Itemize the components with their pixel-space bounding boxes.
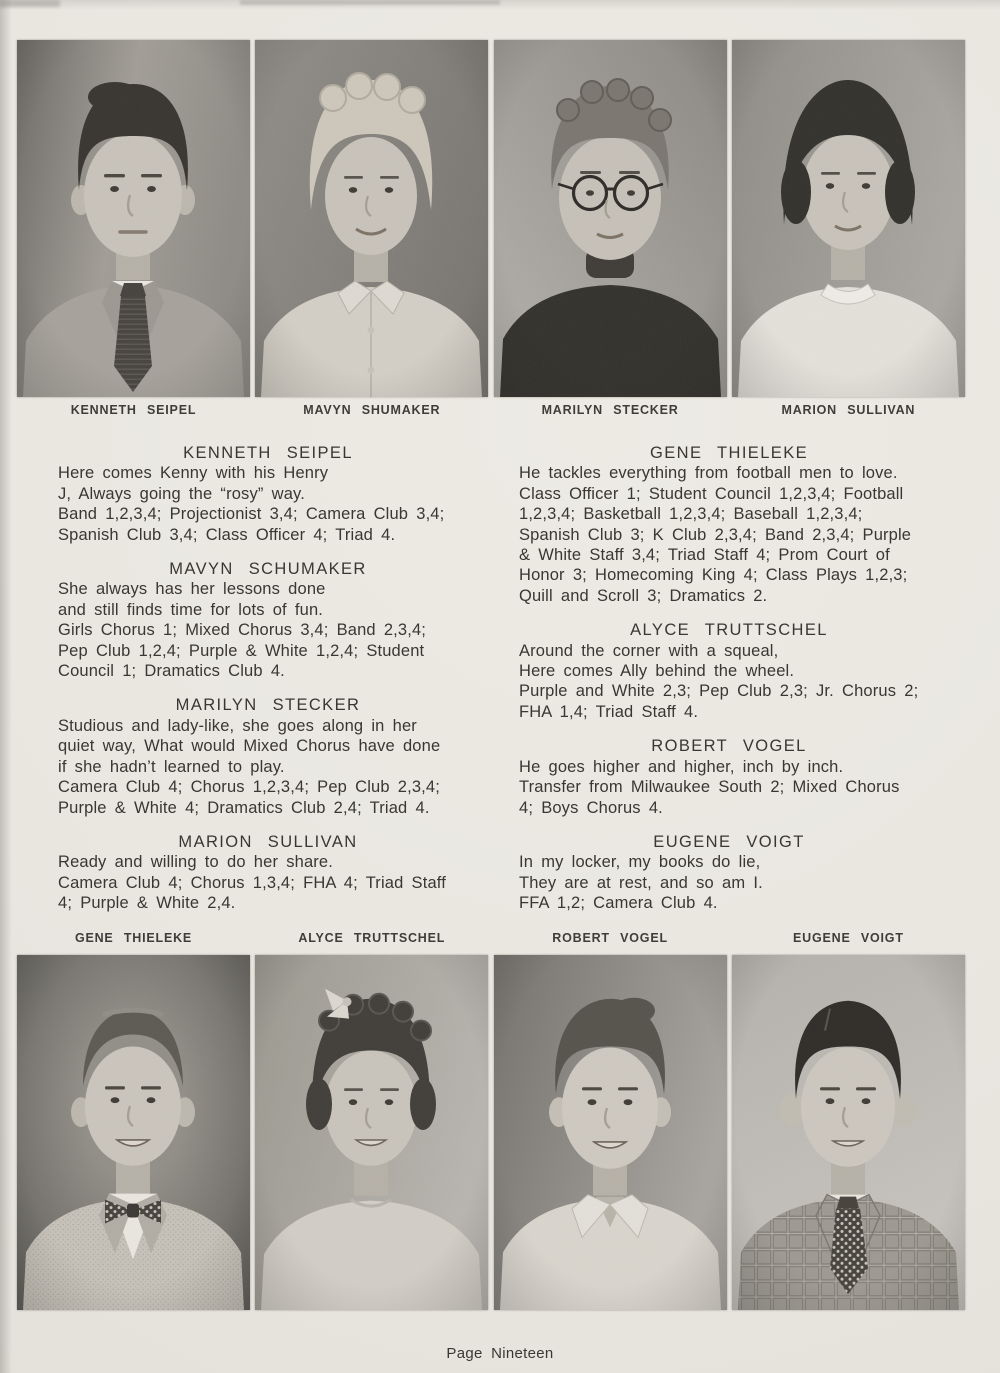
bio-line: & White Staff 3,4; Triad Staff 4; Prom Court of [519, 546, 890, 565]
page-edge-shading [0, 0, 12, 1373]
bio-line: FFA 1,2; Camera Club 4. [519, 894, 718, 913]
portrait-photo-mavyn-shumaker [255, 40, 488, 397]
bio-line: J, Always going the “rosy” way. [58, 484, 305, 503]
top-photo-row [17, 40, 965, 397]
bio-line: Quill and Scroll 3; Dramatics 2. [519, 586, 768, 605]
bio-column-left [58, 443, 478, 928]
bio-line: Honor 3; Homecoming King 4; Class Plays 1,2,3; [519, 566, 908, 585]
bio-heading: MARION SULLIVAN [178, 832, 358, 851]
bio-mavyn-schumaker [58, 559, 478, 681]
bio-line: Transfer from Milwaukee South 2; Mixed Chorus [519, 778, 900, 797]
bio-robert-vogel [519, 736, 939, 818]
scan-artifact [240, 0, 500, 5]
bio-line: Class Officer 1; Student Council 1,2,3,4; Football [519, 484, 904, 503]
photo-caption-eugene-voigt: EUGENE VOIGT [793, 931, 904, 945]
bottom-caption-row [17, 931, 965, 945]
portrait-photo-eugene-voigt [732, 955, 965, 1310]
bio-line: FHA 1,4; Triad Staff 4. [519, 702, 699, 721]
portrait-photo-kenneth-seipel [17, 40, 250, 397]
portrait-art-marilyn-stecker [494, 40, 727, 397]
photo-caption-gene-thieleke: GENE THIELEKE [74, 931, 193, 945]
bio-marilyn-stecker [58, 695, 478, 817]
bio-heading: MAVYN SCHUMAKER [169, 560, 367, 579]
bio-line: Spanish Club 3,4; Class Officer 4; Triad 4. [58, 525, 396, 544]
portrait-art-robert-vogel [494, 955, 727, 1310]
bio-line: Here comes Ally behind the wheel. [519, 662, 795, 681]
top-caption-row [17, 403, 965, 417]
bio-line: Here comes Kenny with his Henry [58, 464, 329, 483]
bio-line: They are at rest, and so am I. [519, 873, 763, 892]
bio-line: quiet way, What would Mixed Chorus have done [58, 737, 441, 756]
portrait-photo-marion-sullivan [732, 40, 965, 397]
bio-line: In my locker, my books do lie, [519, 853, 761, 872]
photo-caption-robert-vogel: ROBERT VOGEL [552, 931, 668, 945]
bio-line: and still finds time for lots of fun. [58, 600, 324, 619]
bio-line: 4; Purple & White 2,4. [58, 894, 236, 913]
bio-line: Camera Club 4; Chorus 1,3,4; FHA 4; Triad Staff [58, 873, 446, 892]
scan-artifact [0, 0, 60, 7]
bio-heading: ROBERT VOGEL [651, 737, 807, 756]
bio-heading: EUGENE VOIGT [653, 832, 805, 851]
portrait-art-eugene-voigt [732, 955, 965, 1310]
bio-line: Council 1; Dramatics Club 4. [58, 662, 285, 681]
bio-line: Camera Club 4; Chorus 1,2,3,4; Pep Club 2,3,4; [58, 778, 440, 797]
portrait-art-marion-sullivan [732, 40, 965, 397]
bio-line: She always has her lessons done [58, 580, 326, 599]
bio-line: Around the corner with a squeal, [519, 641, 779, 660]
bio-line: Studious and lady-like, she goes along in her [58, 716, 417, 735]
photo-caption-marilyn-stecker: MARILYN STECKER [541, 403, 679, 417]
bio-marion-sullivan [58, 832, 478, 914]
bio-line: Band 1,2,3,4; Projectionist 3,4; Camera Club 3,4; [58, 505, 445, 524]
page-number: Page Nineteen [446, 1345, 554, 1362]
photo-caption-kenneth-seipel: KENNETH SEIPEL [70, 403, 197, 417]
portrait-photo-robert-vogel [494, 955, 727, 1310]
bio-line: He goes higher and higher, inch by inch. [519, 757, 844, 776]
photo-caption-mavyn-shumaker: MAVYN SHUMAKER [303, 403, 441, 417]
portrait-photo-gene-thieleke [17, 955, 250, 1310]
bio-line: Purple and White 2,3; Pep Club 2,3; Jr. Chorus 2; [519, 682, 919, 701]
bio-heading: GENE THIELEKE [649, 444, 809, 462]
portrait-photo-alyce-truttschel [255, 955, 488, 1310]
bio-line: Purple & White 4; Dramatics Club 2,4; Triad 4. [58, 798, 430, 817]
bio-column-right [519, 443, 939, 928]
portrait-art-kenneth-seipel [17, 40, 250, 397]
bottom-photo-row [17, 955, 965, 1310]
bio-line: Girls Chorus 1; Mixed Chorus 3,4; Band 2,3,4; [58, 621, 427, 640]
photo-caption-marion-sullivan: MARION SULLIVAN [781, 403, 916, 417]
portrait-art-alyce-truttschel [255, 955, 488, 1310]
page-top-shading [0, 0, 1000, 10]
bio-heading: ALYCE TRUTTSCHEL [630, 621, 828, 640]
photo-caption-alyce-truttschel: ALYCE TRUTTSCHEL [298, 931, 446, 945]
bio-line: He tackles everything from football men to love. [519, 464, 898, 483]
bio-line: Pep Club 1,2,4; Purple & White 1,2,4; Student [58, 641, 425, 660]
bio-kenneth-seipel [58, 443, 478, 545]
portrait-art-gene-thieleke [17, 955, 250, 1310]
bio-line: 1,2,3,4; Basketball 1,2,3,4; Baseball 1,2,3,4; [519, 505, 863, 524]
portrait-photo-marilyn-stecker [494, 40, 727, 397]
bio-heading: MARILYN STECKER [175, 696, 361, 715]
bio-line: Ready and willing to do her share. [58, 853, 333, 872]
bio-eugene-voigt [519, 832, 939, 914]
bio-gene-thieleke [519, 443, 939, 606]
bio-line: if she hadn’t learned to play. [58, 757, 285, 776]
portrait-art-mavyn-shumaker [255, 40, 488, 397]
bio-line: 4; Boys Chorus 4. [519, 798, 663, 817]
bio-heading: KENNETH SEIPEL [183, 444, 353, 462]
bio-alyce-truttschel [519, 620, 939, 722]
bio-line: Spanish Club 3; K Club 2,3,4; Band 2,3,4; Purple [519, 525, 912, 544]
